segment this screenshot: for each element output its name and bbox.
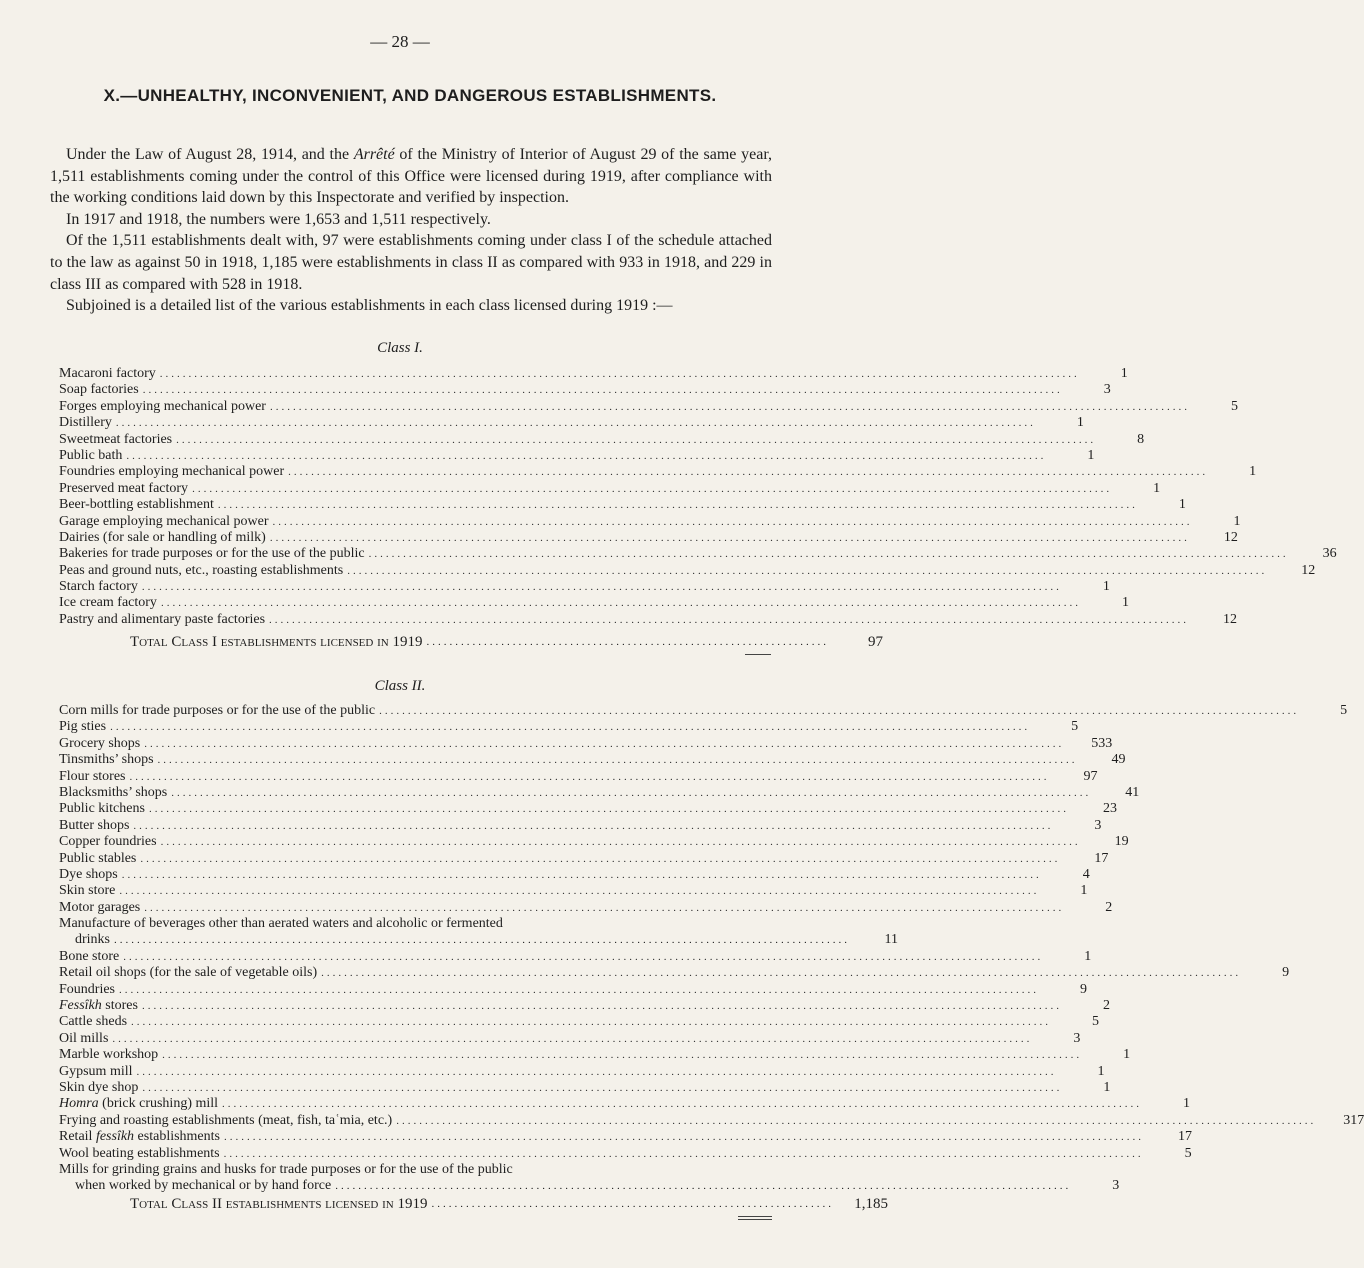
leader-dots	[142, 579, 1062, 595]
class-1-item-row	[59, 562, 1316, 579]
class-2-item-label: Public kitchens	[59, 801, 145, 817]
leader-dots	[137, 1064, 1057, 1080]
class-1-item-label: Soap factories	[59, 382, 139, 398]
class-2-item-label: Dye shops	[59, 866, 118, 882]
class-2-item-row	[59, 981, 1087, 998]
class-2-item-label: Skin store	[59, 883, 116, 899]
class-2-item-row	[59, 866, 1090, 883]
class-2-item-count: 23	[1102, 801, 1117, 817]
class-2-item-row	[59, 702, 1348, 719]
leader-dots	[288, 464, 1208, 480]
intro-text	[50, 144, 772, 317]
class-2-item-row	[59, 801, 1117, 817]
leader-dots	[130, 769, 1050, 785]
class-2-item-count: 19	[1114, 834, 1129, 850]
class-2-item-beverages-row	[59, 932, 898, 948]
leader-dots	[140, 851, 1060, 867]
class-2-total-label: Total Class II establishments licensed in 1919	[130, 1196, 428, 1212]
class-1-item-count: 36	[1322, 546, 1337, 562]
class-1-item-row	[59, 611, 1238, 628]
class-2-item-label: Pig sties	[59, 719, 107, 735]
leader-dots	[144, 736, 1064, 752]
class-2-item-count: 3	[1073, 1030, 1081, 1046]
class-1-item-count: 12	[1301, 562, 1316, 578]
class-1-total-value: 97	[867, 634, 883, 650]
class-2-item-beverages-line1: Manufacture of beverages other than aerated waters and alcoholic or fermented	[59, 916, 503, 932]
class-2-item-count: 2	[1102, 998, 1110, 1014]
class-2-item-label: Skin dye shop	[59, 1079, 139, 1095]
class-2-item-row	[59, 965, 1290, 981]
leader-dots	[222, 1096, 1142, 1112]
leader-dots	[158, 752, 1078, 768]
class-2-item-row	[59, 1096, 1191, 1112]
leader-dots	[224, 1129, 1144, 1145]
class-2-item-count: 9	[1080, 981, 1087, 997]
class-1-total	[130, 633, 883, 651]
class-1-item-row	[59, 595, 1129, 611]
class-1-item-row	[59, 382, 1111, 398]
leader-dots	[133, 818, 1053, 834]
class-1-item-row	[59, 431, 1145, 448]
total-rule-double	[738, 1219, 772, 1220]
class-2-item-label: Motor garages	[59, 899, 141, 915]
class-2-item-count: 5	[1340, 702, 1348, 718]
class-2-item-count: 1	[1080, 883, 1088, 899]
leader-dots	[176, 432, 1096, 448]
class-1-item-label: Preserved meat factory	[59, 480, 189, 496]
class-2-item-count: 41	[1125, 784, 1140, 800]
leader-dots	[123, 949, 1043, 965]
class-1-item-label: Beer-bottling establishment	[59, 497, 214, 513]
page-number: — 28 —	[370, 32, 430, 51]
class-2-item-mills-line1: Mills for grinding grains and husks for trade purposes or for the use of the public	[59, 1161, 513, 1177]
class-2-item-count: 5	[1184, 1145, 1192, 1161]
class-2-total-value: 1,185	[854, 1196, 888, 1212]
leader-dots	[119, 982, 1039, 998]
class-1-item-count: 1	[1178, 497, 1186, 513]
leader-dots	[142, 998, 1062, 1014]
intro-paragraph-2: In 1917 and 1918, the numbers were 1,653 and 1,511 respectively.	[66, 210, 491, 228]
class-2-item-count: 3	[1094, 817, 1102, 833]
class-2-item-row	[59, 768, 1098, 785]
class-2-item-count: 5	[1092, 1014, 1100, 1030]
class-2-item-count: 1	[1103, 1079, 1111, 1095]
leader-dots	[218, 497, 1138, 513]
leader-dots	[131, 1014, 1051, 1030]
intro-paragraph-1: Under the Law of August 28, 1914, and the Arrêté of the Ministry of Interior of August 29 of the same year, 1,511 establishments coming under the control of this Office were licensed during 1919, after compliance with the working conditions laid down by this Inspectorate and verified by inspection.	[50, 146, 773, 207]
class-1-item-row	[59, 464, 1257, 480]
class-1-item-label: Bakeries for trade purposes or for the use of the public	[59, 546, 365, 562]
leader-dots	[379, 703, 1299, 719]
class-2-item-label: Homra (brick crushing) mill	[59, 1096, 219, 1112]
leader-dots	[396, 1113, 1316, 1129]
class-1-item-count: 8	[1137, 431, 1145, 447]
class-2-item-mills-row	[59, 1178, 1120, 1194]
class-2-item-row	[59, 817, 1102, 834]
class-2-item-count: 533	[1091, 735, 1113, 751]
class-2-item-count: 97	[1083, 768, 1098, 784]
leader-dots: ................................................................................................................................	[114, 934, 850, 947]
leader-dots	[160, 366, 1080, 382]
class-2-item-row	[59, 1145, 1192, 1162]
leader-dots	[269, 612, 1189, 628]
class-1-item-label: Peas and ground nuts, etc., roasting establishments	[59, 562, 344, 578]
leader-dots	[112, 1031, 1032, 1047]
class-2-item-count: 1	[1097, 1063, 1105, 1079]
class-1-item-row	[59, 546, 1337, 562]
leader-dots	[116, 415, 1036, 431]
leader-dots	[321, 965, 1241, 981]
class-2-item-label: Bone store	[59, 948, 120, 964]
class-2-item-label: Cattle sheds	[59, 1014, 128, 1030]
class-2-item-label: Retail fessîkh establishments	[59, 1129, 220, 1145]
class-1-item-label: Foundries employing mechanical power	[59, 464, 285, 480]
leader-dots	[122, 867, 1042, 883]
class-2-item-row	[59, 850, 1109, 867]
class-1-item-count: 12	[1223, 611, 1238, 627]
leader-dots	[119, 883, 1039, 899]
class-2-item-count: 5	[1071, 719, 1079, 735]
class-2-item-beverages-label: drinks	[75, 932, 110, 948]
class-2-item-mills-count: 3	[1112, 1178, 1120, 1194]
class-2-item-row	[59, 1047, 1131, 1063]
class-1-list	[59, 365, 1337, 628]
class-2-item-count: 17	[1094, 850, 1109, 866]
class-1-item-label: Macaroni factory	[59, 365, 156, 381]
leader-dots	[273, 514, 1193, 530]
class-1-item-count: 1	[1087, 447, 1095, 463]
class-2-item-row	[59, 1129, 1192, 1145]
class-1-item-count: 1	[1120, 365, 1128, 381]
class-2-item-count: 317	[1343, 1112, 1364, 1128]
leader-dots	[426, 633, 829, 651]
class-1-item-label: Starch factory	[59, 579, 138, 595]
class-2-item-label: Tinsmiths’ shops	[59, 752, 154, 768]
leader-dots	[161, 595, 1081, 611]
class-2-item-label: Foundries	[59, 981, 115, 997]
class-2-item-label: Blacksmiths’ shops	[59, 784, 168, 800]
class-2-item-row	[59, 998, 1110, 1014]
class-2-item-label: Copper foundries	[59, 834, 157, 850]
leader-dots	[161, 834, 1081, 850]
class-2-item-row	[59, 1063, 1105, 1080]
leader-dots	[431, 1195, 834, 1213]
leader-dots	[347, 563, 1267, 579]
class-2-item-count: 4	[1082, 866, 1090, 882]
class-1-item-count: 12	[1223, 529, 1238, 545]
class-2-item-row	[59, 948, 1092, 965]
class-2-item-count: 1	[1084, 948, 1092, 964]
class-1-item-count: 1	[1076, 415, 1084, 431]
class-2-item-row	[59, 1112, 1364, 1129]
class-1-item-row	[59, 398, 1238, 415]
class-2-item-mills-label: when worked by mechanical or by hand force	[75, 1178, 332, 1194]
class-2-item-row	[59, 784, 1140, 801]
class-1-item-row	[59, 529, 1238, 546]
leader-dots	[369, 546, 1289, 562]
class-2-item-count: 1	[1123, 1047, 1131, 1063]
class-2-item-label: Public stables	[59, 850, 137, 866]
class-2-item-row	[59, 752, 1126, 768]
leader-dots	[171, 785, 1091, 801]
class-2-item-row	[59, 899, 1113, 916]
class-2-item-label: Marble workshop	[59, 1047, 159, 1063]
class-1-item-row	[59, 365, 1128, 382]
leader-dots	[144, 900, 1064, 916]
leader-dots	[270, 530, 1190, 546]
class-2-item-row	[59, 1079, 1111, 1096]
total-rule	[738, 1216, 772, 1217]
class-2-item-count: 2	[1105, 899, 1113, 915]
leader-dots	[270, 399, 1190, 415]
leader-dots	[110, 719, 1030, 735]
class-1-item-count: 3	[1103, 382, 1111, 398]
leader-dots	[143, 382, 1063, 398]
class-2-item-label: Flour stores	[59, 768, 126, 784]
class-1-item-row	[59, 513, 1241, 530]
section-heading: X.—UNHEALTHY, INCONVENIENT, AND DANGEROUS ESTABLISHMENTS.	[103, 86, 717, 105]
leader-dots	[224, 1146, 1144, 1162]
class-2-total	[130, 1195, 888, 1213]
intro-paragraph-3: Of the 1,511 establishments dealt with, 97 were establishments coming under class I of the schedule attached to the law as against 50 in 1918, 1,185 were establishments in class II as compared with 933 in 1918, and 229 in class III as compared with 528 in 1918.	[50, 232, 772, 293]
class-1-item-row	[59, 447, 1095, 464]
class-2-item-count: 17	[1177, 1129, 1192, 1145]
total-rule	[745, 654, 771, 655]
class-1-item-label: Dairies (for sale or handling of milk)	[59, 529, 266, 545]
class-1-item-row	[59, 497, 1186, 513]
class-1-title: Class I.	[377, 340, 423, 356]
class-2-item-row	[59, 735, 1113, 752]
class-1-item-label: Pastry and alimentary paste factories	[59, 611, 266, 627]
class-2-item-label: Grocery shops	[59, 735, 141, 751]
class-2-title: Class II.	[374, 678, 426, 694]
class-2-item-beverages-count: 11	[884, 932, 898, 948]
leader-dots	[149, 801, 1069, 817]
class-1-item-label: Ice cream factory	[59, 595, 157, 611]
class-2-item-count: 49	[1111, 752, 1126, 768]
class-2-item-label: Butter shops	[59, 817, 130, 833]
class-2-item-row	[59, 834, 1129, 850]
class-1-item-count: 1	[1102, 579, 1110, 595]
intro-paragraph-4: Subjoined is a detailed list of the various establishments in each class licensed during 1919 :—	[66, 297, 673, 315]
class-1-item-count: 1	[1233, 513, 1241, 529]
class-2-list	[59, 702, 1364, 1195]
class-2-item-label: Gypsum mill	[59, 1063, 133, 1079]
leader-dots	[142, 1080, 1062, 1096]
class-1-item-label: Forges employing mechanical power	[59, 398, 266, 414]
leader-dots: ................................................................................................................................	[335, 1180, 1072, 1193]
class-1-item-label: Sweetmeat factories	[59, 431, 173, 447]
class-1-item-row	[59, 480, 1161, 497]
class-2-item-row	[59, 1030, 1081, 1047]
class-2-item-label: Frying and roasting establishments (meat, fish, taʿmia, etc.)	[59, 1112, 393, 1128]
leader-dots	[162, 1047, 1082, 1063]
class-1-item-label: Garage employing mechanical power	[59, 513, 269, 529]
class-2-item-row	[59, 719, 1079, 735]
leader-dots	[192, 481, 1112, 497]
class-2-item-row	[59, 883, 1088, 899]
class-2-item-row	[59, 1014, 1100, 1030]
class-1-item-count: 1	[1249, 464, 1257, 480]
class-2-item-label: Fessîkh stores	[59, 998, 138, 1014]
class-2-item-count: 1	[1183, 1096, 1191, 1112]
class-1-item-count: 1	[1153, 480, 1161, 496]
class-2-item-count: 9	[1282, 965, 1290, 981]
class-1-item-label: Distillery	[59, 415, 112, 431]
class-2-item-label: Wool beating establishments	[59, 1145, 220, 1161]
class-1-item-count: 1	[1121, 595, 1129, 611]
class-1-item-count: 5	[1230, 398, 1238, 414]
class-2-item-label: Oil mills	[59, 1030, 109, 1046]
class-1-item-label: Public bath	[59, 447, 123, 463]
class-2-item-label: Corn mills for trade purposes or for the use of the public	[59, 702, 376, 718]
class-2-item-label: Retail oil shops (for the sale of vegetable oils)	[59, 965, 318, 981]
class-1-item-row	[59, 415, 1084, 431]
leader-dots	[126, 448, 1046, 464]
class-1-item-row	[59, 579, 1110, 595]
class-1-total-label: Total Class I establishments licensed in 1919	[130, 634, 423, 650]
